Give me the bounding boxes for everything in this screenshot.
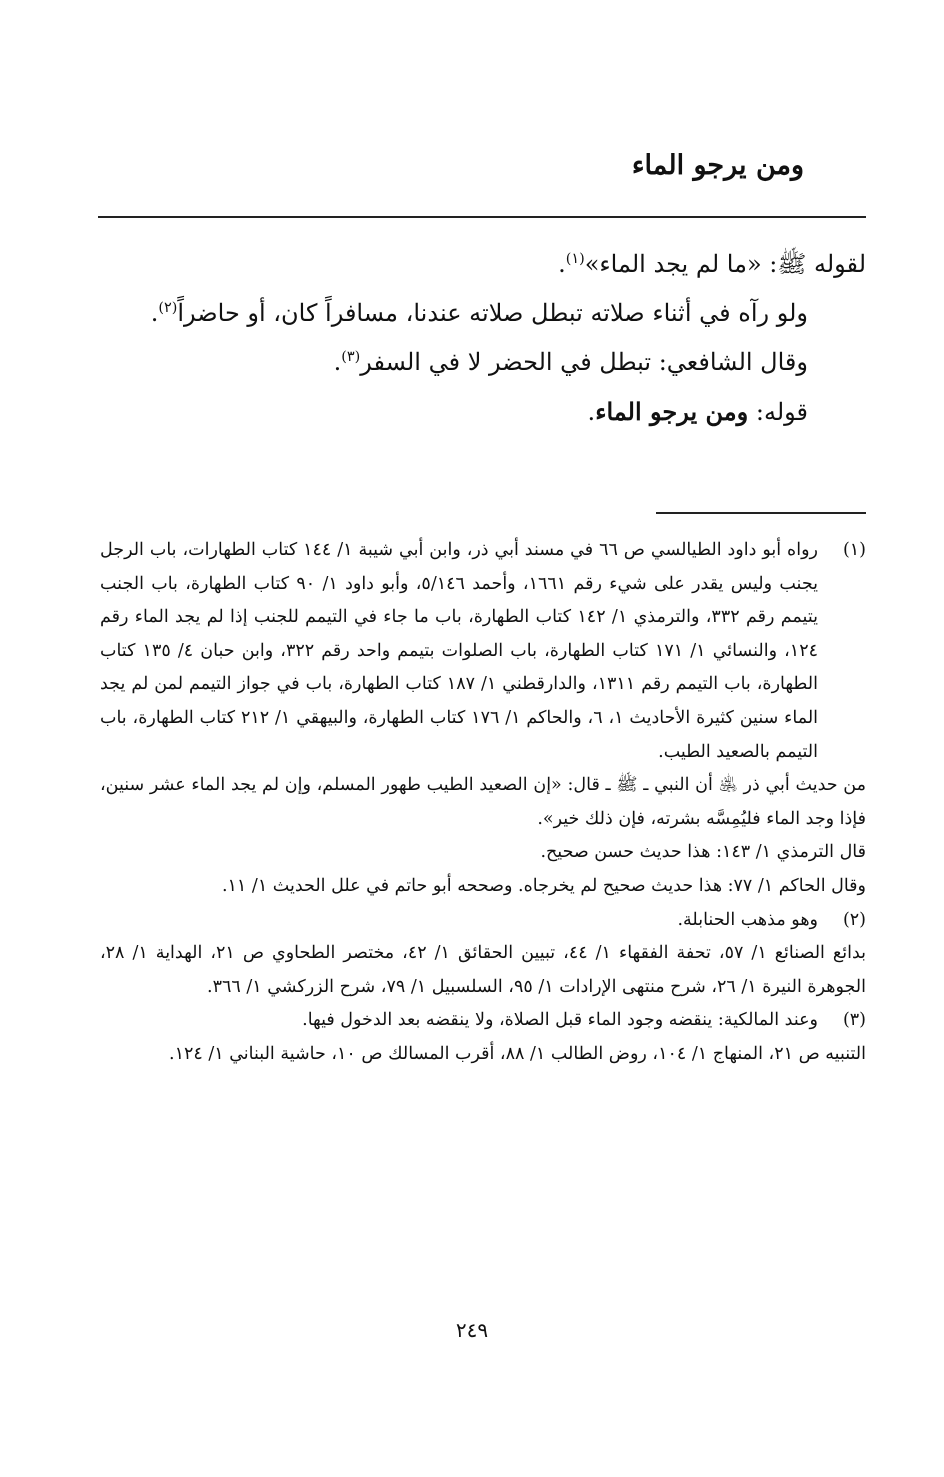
paragraph-end: . — [333, 348, 342, 376]
footnote-3-refs: التنبيه ص ٢١، المنهاج ١/ ١٠٤، روض الطالب ١/ ٨٨، أقرب المسالك ص ١٠، حاشية البناني ١/ ١٢٤. — [169, 1043, 866, 1064]
footnote-1-hakim: وقال الحاكم ١/ ٧٧: هذا حديث صحيح لم يخرجاه. وصححه أبو حاتم في علل الحديث ١/ ١١. — [221, 875, 866, 896]
paragraph-shafii — [98, 338, 866, 387]
footnote-1 — [100, 534, 866, 769]
paragraph-text: ولو رآه في أثناء صلاته تبطل صلاته عندنا، مسافراً كان، أو حاضراً — [177, 299, 808, 327]
footnote-text: وهو مذهب الحنابلة. — [677, 909, 818, 930]
footnote-1-hadith: من حديث أبي ذر ﵁ أن النبي ـ ﷺ ـ قال: «إن الصعيد الطيب طهور المسلم، وإن لم يجد الماء عشر سنين، فإذا وجد الماء فليُمِسَّه بشرته، فإن ذلك خير». — [100, 775, 866, 829]
paragraph-text: لقوله ﷺ: «ما لم يجد الماء» — [584, 250, 866, 278]
paragraph-end: . — [150, 299, 159, 327]
paragraph-end: . — [587, 398, 596, 426]
paragraph-ruling — [98, 289, 866, 338]
paragraph-matn-quote — [98, 387, 866, 437]
paragraph-text: وقال الشافعي: تبطل في الحضر لا في السفر — [360, 348, 808, 376]
footnote-ref-3[interactable]: (٣) — [341, 349, 361, 365]
paragraph-hadith-quote — [98, 240, 866, 289]
footnote-ref-2[interactable]: (٢) — [158, 300, 178, 316]
paragraph-end: . — [558, 250, 566, 278]
footnote-text: وعند المالكية: ينقضه وجود الماء قبل الصلاة، ولا ينقضه بعد الدخول فيها. — [302, 1010, 818, 1031]
footnote-3 — [100, 1004, 866, 1038]
footnote-separator — [656, 512, 866, 514]
header-rule — [98, 216, 866, 218]
matn-bold-text: ومن يرجو الماء — [595, 397, 749, 426]
footnote-number: (٢) — [842, 909, 866, 930]
page-number: ٢٤٩ — [455, 1318, 489, 1342]
matn-label: قوله: — [748, 398, 808, 426]
footnote-2-refs: بدائع الصنائع ١/ ٥٧، تحفة الفقهاء ١/ ٤٤، تبيين الحقائق ١/ ٤٢، مختصر الطحاوي ص ٢١، الهداية ١/ ٢٨، الجوهرة النيرة ١/ ٢٦، شرح منتهى الإرادات ١/ ٩٥، السلسبيل ١/ ٧٩، شرح الزركشي ١/ ٣٦٦. — [100, 943, 867, 997]
footnote-number: (٣) — [842, 1010, 866, 1031]
running-header-title: ومن يرجو الماء — [631, 150, 804, 181]
footnotes-section — [100, 534, 866, 1072]
footnote-1-tirmidhi: قال الترمذي ١/ ١٤٣: هذا حديث حسن صحيح. — [540, 842, 866, 863]
footnote-2 — [100, 904, 866, 938]
footnote-number: (١) — [842, 540, 866, 560]
footnote-text: رواه أبو داود الطيالسي ص ٦٦ في مسند أبي ذر، وابن أبي شيبة ١/ ١٤٤ كتاب الطهارات، باب الرجل يجنب وليس يقدر على شيء رقم ١٦٦١، وأحمد ٥/١٤٦، وأبو داود ١/ ٩٠ كتاب الطهارة، باب الجنب يتيمم رقم ٣٣٢، والترمذي ١/ ١٤٢ كتاب الطهارة، باب ما جاء في التيمم للجنب إذا لم يجد الماء رقم ١٢٤، والنسائي ١/ ١٧١ كتاب الطهارة، باب الصلوات بتيمم واحد رقم ٣٢٢، وابن حبان ٤/ ١٣٥ كتاب الطهارة، باب التيمم رقم ١٣١١، والدارقطني ١/ ١٨٧ كتاب الطهارة، باب في جواز التيمم لمن لم يجد الماء سنين كثيرة الأحاديث ١، ٦، والحاكم ١/ ١٧٦ كتاب الطهارة، والبيهقي ١/ ٢١٢ كتاب الطهارة، باب التيمم بالصعيد الطيب. — [100, 540, 819, 762]
footnote-ref-1[interactable]: (١) — [565, 251, 585, 267]
main-text — [98, 240, 866, 437]
